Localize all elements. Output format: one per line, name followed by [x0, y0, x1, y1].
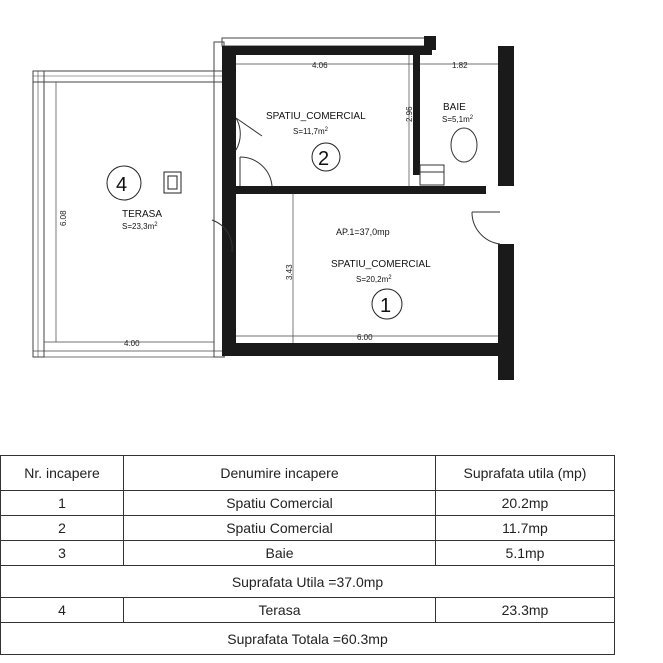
room-2-name: SPATIU_COMERCIAL: [266, 111, 366, 122]
room-1-number: 1: [380, 295, 392, 317]
dim-600: 6.00: [357, 333, 373, 342]
row-name: Spatiu Comercial: [124, 516, 436, 541]
room-2-area: $S=11,7m^2$: [293, 127, 328, 136]
bath-name: BAIE: [443, 102, 466, 113]
dim-343: 3.43: [285, 264, 294, 280]
dimension-lines: [44, 55, 498, 343]
table-row: [1, 491, 615, 516]
table-row: [1, 541, 615, 566]
row-area: 11.7mp: [436, 516, 615, 541]
room-1-name: SPATIU_COMERCIAL: [331, 259, 431, 270]
row-name: Terasa: [124, 598, 436, 623]
header-name: Denumire incapere: [124, 456, 436, 491]
dim-296: 2.96: [405, 106, 414, 122]
dim-182: 1.82: [452, 61, 468, 70]
dim-608: 6.08: [59, 210, 68, 226]
row-name: Spatiu Comercial: [124, 491, 436, 516]
room-2-number: 2: [318, 148, 330, 170]
bathroom-fixtures: [420, 128, 477, 185]
room-4-name: TERASA: [122, 209, 163, 220]
row-area: 23.3mp: [436, 598, 615, 623]
dim-400: 4.00: [124, 339, 140, 348]
row-name: Baie: [124, 541, 436, 566]
row-nr: 1: [1, 491, 124, 516]
room-4-number: 4: [116, 174, 128, 196]
row-nr: 2: [1, 516, 124, 541]
header-area: Suprafata utila (mp): [436, 456, 615, 491]
row-area: 20.2mp: [436, 491, 615, 516]
table-row: [1, 598, 615, 623]
terrace-planter: [164, 172, 181, 193]
subtotal-row: [1, 566, 615, 598]
header-nr: Nr. incapere: [1, 456, 124, 491]
room-1-area: $S=20,2m^2$: [356, 275, 392, 284]
total-row: [1, 623, 615, 655]
dim-406: 4.06: [312, 61, 328, 70]
walls: [222, 36, 514, 380]
table-row: [1, 516, 615, 541]
row-nr: 3: [1, 541, 124, 566]
bath-area: $S=5,1m^2$: [442, 115, 474, 124]
total-cell: Suprafata Totala =60.3mp: [1, 623, 615, 655]
room-4-area: $S=23,3m^2$: [122, 222, 158, 231]
row-area: 5.1mp: [436, 541, 615, 566]
table-header-row: [1, 456, 615, 491]
subtotal-cell: Suprafata Utila =37.0mp: [1, 566, 615, 598]
rooms-table: [0, 455, 615, 655]
row-nr: 4: [1, 598, 124, 623]
apartment-label: AP.1=37,0mp: [336, 227, 390, 237]
